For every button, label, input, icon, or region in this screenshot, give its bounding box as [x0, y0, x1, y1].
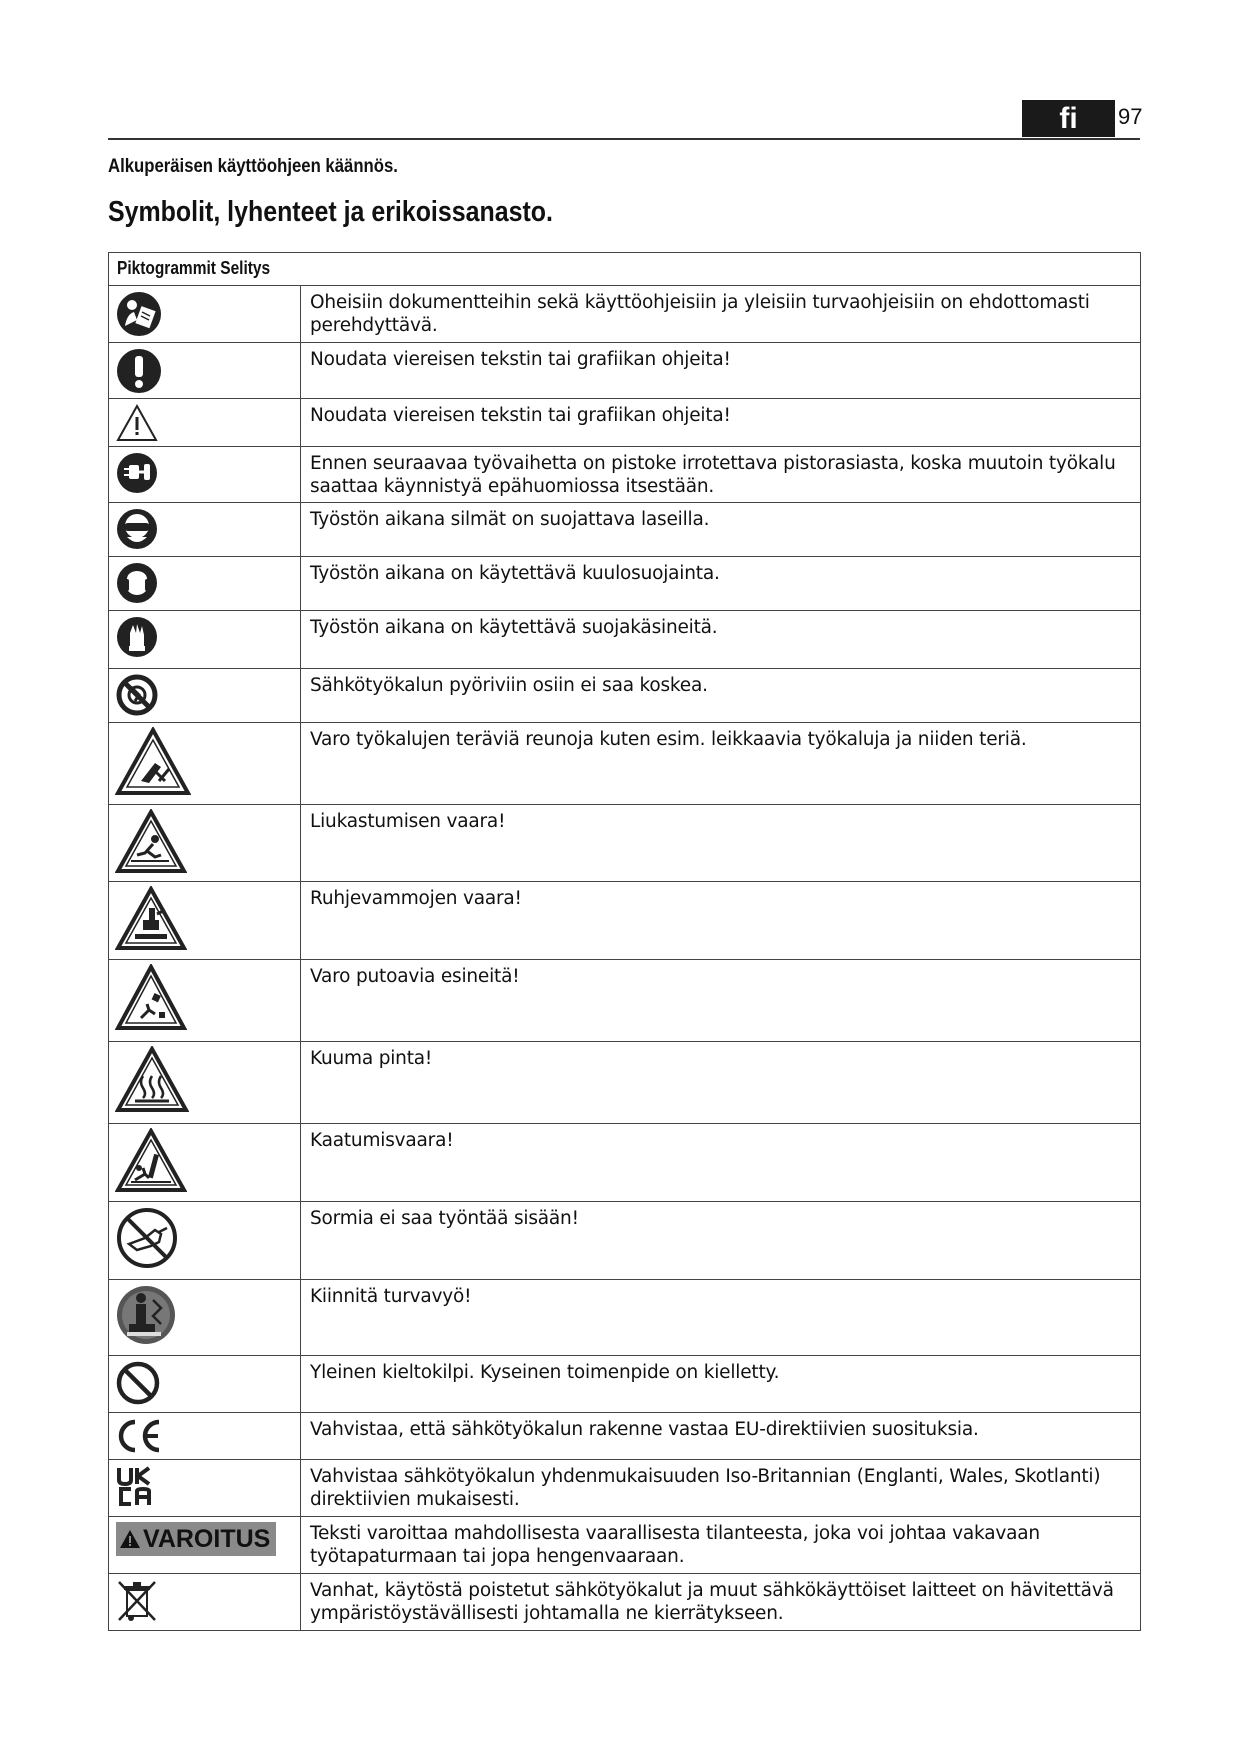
table-row	[109, 1517, 1141, 1574]
table-row	[109, 960, 1141, 1042]
document-subtitle: Alkuperäisen käyttöohjeen käännös.	[108, 156, 398, 177]
description-cell: Liukastumisen vaara!	[301, 805, 1141, 882]
page-header	[108, 98, 1143, 140]
table-row	[109, 1042, 1141, 1124]
symbol-table	[108, 252, 1141, 1631]
table-row	[109, 1202, 1141, 1280]
no-touch-rotating-icon	[115, 673, 159, 717]
pictogram-cell	[109, 723, 301, 805]
description-cell: Kiinnitä turvavyö!	[301, 1280, 1141, 1356]
sharp-edges-warning-icon	[115, 727, 191, 797]
description-cell: Varo työkalujen teräviä reunoja kuten esim. leikkaavia työkaluja ja niiden teriä.	[301, 723, 1141, 805]
description-cell: Työstön aikana on käytettävä suojakäsineitä.	[301, 611, 1141, 669]
hot-surface-warning-icon	[115, 1046, 189, 1114]
pictogram-cell	[109, 557, 301, 611]
pictogram-cell	[109, 1202, 301, 1280]
table-row	[109, 1356, 1141, 1413]
table-header-row	[109, 253, 1141, 286]
table-row	[109, 1574, 1141, 1631]
table-row	[109, 1413, 1141, 1460]
description-cell: Noudata viereisen tekstin tai grafiikan ohjeita!	[301, 399, 1141, 447]
description-cell: Oheisiin dokumentteihin sekä käyttöohjeisiin ja yleisiin turvaohjeisiin on ehdottomasti perehdyttävä.	[301, 286, 1141, 343]
ear-protection-icon	[115, 561, 159, 605]
eye-protection-icon	[115, 507, 159, 551]
document-title: Symbolit, lyhenteet ja erikoissanasto.	[108, 196, 553, 228]
table-row	[109, 1124, 1141, 1202]
description-cell: Vahvistaa sähkötyökalun yhdenmukaisuuden Iso-Britannian (Englanti, Wales, Skotlanti) direktiivien mukaisesti.	[301, 1460, 1141, 1517]
warning-triangle-icon	[119, 1529, 141, 1549]
table-header	[109, 253, 1141, 286]
pictogram-cell	[109, 343, 301, 399]
description-cell: Ruhjevammojen vaara!	[301, 882, 1141, 960]
description-cell: Vanhat, käytöstä poistetut sähkötyökalut ja muut sähkökäyttöiset laitteet on hävitettävä ympäristöystävällisesti johtamalla ne kierrätykseen.	[301, 1574, 1141, 1631]
pictogram-cell	[109, 1356, 301, 1413]
table-row	[109, 611, 1141, 669]
warning-triangle-icon	[115, 403, 159, 443]
falling-objects-warning-icon	[115, 964, 187, 1032]
language-badge: fi	[1022, 100, 1115, 137]
table-row	[109, 1280, 1141, 1356]
description-cell: Yleinen kieltokilpi. Kyseinen toimenpide on kielletty.	[301, 1356, 1141, 1413]
varoitus-label-text: VAROITUS	[143, 1525, 271, 1553]
pictogram-cell	[109, 611, 301, 669]
read-manual-icon	[115, 290, 163, 338]
pictogram-cell	[109, 447, 301, 503]
table-row	[109, 286, 1141, 343]
pictogram-cell	[109, 1124, 301, 1202]
slippery-warning-icon	[115, 809, 187, 875]
tipping-warning-icon	[115, 1128, 187, 1194]
description-cell: Sähkötyökalun pyöriviin osiin ei saa koskea.	[301, 669, 1141, 723]
unplug-icon	[115, 451, 159, 495]
table-row	[109, 805, 1141, 882]
pictogram-cell	[109, 1413, 301, 1460]
table-row	[109, 1460, 1141, 1517]
pictogram-cell	[109, 286, 301, 343]
pictogram-cell	[109, 1574, 301, 1631]
prohibition-icon	[115, 1360, 161, 1406]
page-number: 97	[1118, 104, 1143, 129]
ce-mark-icon	[115, 1417, 165, 1455]
weee-bin-icon	[115, 1578, 161, 1624]
header-pictogram: Piktogrammit	[117, 258, 216, 278]
description-cell: Noudata viereisen tekstin tai grafiikan ohjeita!	[301, 343, 1141, 399]
protective-gloves-icon	[115, 615, 159, 659]
no-fingers-icon	[115, 1206, 179, 1270]
pictogram-cell	[109, 805, 301, 882]
table-row	[109, 557, 1141, 611]
varoitus-label-icon	[116, 1522, 276, 1556]
pictogram-cell	[109, 503, 301, 557]
pictogram-cell	[109, 1517, 301, 1574]
mandatory-exclamation-icon	[115, 347, 163, 395]
safety-belt-icon	[115, 1284, 177, 1346]
pictogram-cell	[109, 1042, 301, 1124]
ukca-mark-icon	[115, 1464, 155, 1508]
description-cell: Sormia ei saa työntää sisään!	[301, 1202, 1141, 1280]
table-row	[109, 882, 1141, 960]
description-cell: Työstön aikana on käytettävä kuulosuojainta.	[301, 557, 1141, 611]
pictogram-cell	[109, 399, 301, 447]
description-cell: Kaatumisvaara!	[301, 1124, 1141, 1202]
table-row	[109, 447, 1141, 503]
description-cell: Vahvistaa, että sähkötyökalun rakenne vastaa EU-direktiivien suosituksia.	[301, 1413, 1141, 1460]
description-cell: Varo putoavia esineitä!	[301, 960, 1141, 1042]
description-cell: Kuuma pinta!	[301, 1042, 1141, 1124]
table-row	[109, 343, 1141, 399]
description-cell: Työstön aikana silmät on suojattava laseilla.	[301, 503, 1141, 557]
table-row	[109, 669, 1141, 723]
header-explanation: Selitys	[220, 258, 271, 278]
pictogram-cell	[109, 1280, 301, 1356]
table-row	[109, 723, 1141, 805]
table-row	[109, 399, 1141, 447]
description-cell: Teksti varoittaa mahdollisesta vaarallisesta tilanteesta, joka voi johtaa vakavaan työtapaturmaan tai jopa hengenvaaraan.	[301, 1517, 1141, 1574]
table-row	[109, 503, 1141, 557]
description-cell: Ennen seuraavaa työvaihetta on pistoke irrotettava pistorasiasta, koska muutoin työkalu saattaa käynnistyä epähuomiossa itsestään.	[301, 447, 1141, 503]
pictogram-cell	[109, 669, 301, 723]
pictogram-cell	[109, 1460, 301, 1517]
pictogram-cell	[109, 882, 301, 960]
pictogram-cell	[109, 960, 301, 1042]
crush-warning-icon	[115, 886, 187, 952]
